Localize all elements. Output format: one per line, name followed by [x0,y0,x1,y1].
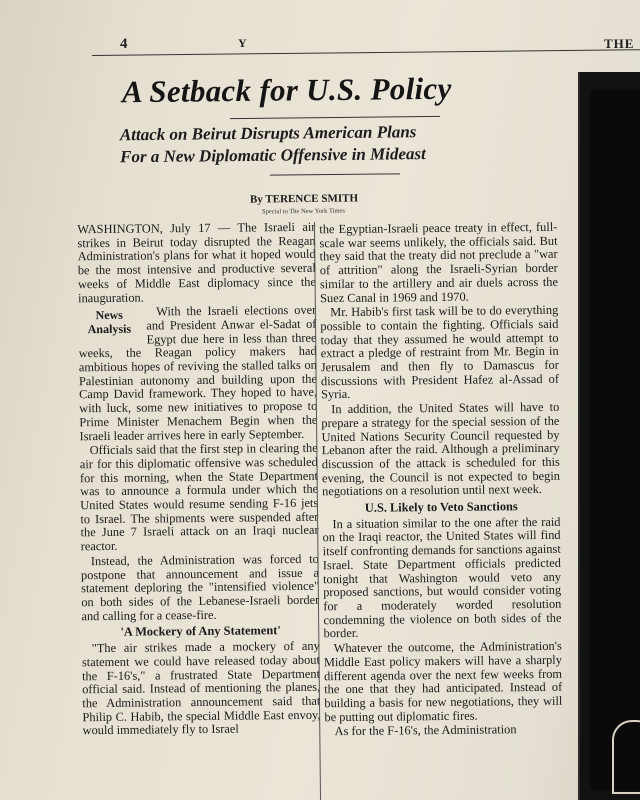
subhead: U.S. Likely to Veto Sanctions [364,499,518,515]
paragraph [78,304,317,444]
news-analysis-word: News [95,308,123,323]
deck-line: Attack on Beirut Disrupts American Plans [119,122,417,145]
headline-rule [230,116,440,119]
paragraph: Mr. Habib's first task will be to do everything possible to contain the fighting. Officials said today that they assumed he would attempt to extract a pledge of restraint from Mr. Begin in Jerusalem and then fly to Damascus for discussions with President Hafez al-Assad of Syria. [320,302,560,402]
edition-mark: Y [238,36,247,50]
byline: By TERENCE SMITH [249,192,359,206]
paragraph: Instead, the Administration was forced to postpone that announcement and issue a statement deploring the "intensified violence" on both sides of the Lebanese-Israeli border and calling for a cease-fire. [80,551,320,623]
credit-line: Special to The New York Times [261,207,345,216]
advertisement-inner [590,90,640,790]
paragraph: In a situation similar to the one after the raid on the Iraqi reactor, the United States will find itself confronting demands for sanctions against Israel. State Department officials predicted tonight that Washington would veto any proposed sanctions, but would consider voting for a moderately worded resolution condemning the violence on both sides of the border. [322,514,562,641]
advertisement-graphic [612,720,640,794]
subhead: 'A Mockery of Any Statement' [120,623,281,640]
paragraph: Whatever the outcome, the Administration's Middle East policy makers will have a sharply different agenda over the next few weeks from the one that they had anticipated. Instead of building a basis for new negotiations, they will be putting out diplomatic fires. [323,638,563,724]
deck-rule [270,173,400,175]
paragraph: "The air strikes made a mockery of any statement we could have released today about the F-16's," a frustrated State Department official said. Instead of mentioning the planes, the Administration announcement said that Philip C. Habib, the special Middle East envoy, would immediately fly to Israel [81,638,321,738]
paragraph: WASHINGTON, July 17 — The Israeli air strikes in Beirut today disrupted the Reagan Administration's plans for what it hoped would be the most intensive and productive several weeks of Middle East diplomacy since the inauguration. [77,219,317,305]
paragraph: Officials said that the first step in clearing the air for this diplomatic offensive was scheduled for this morning, when the State Department was to announce a formula under which the United States would resume sending F-16 jets to Israel. The shipments were suspended after the June 7 Israeli attack on an Iraqi nuclear reactor. [79,441,319,554]
deck-line: For a New Diplomatic Offensive in Mideast [120,144,426,167]
headline: A Setback for U.S. Policy [121,70,452,110]
paragraph: As for the F-16's, the Administration [334,722,517,739]
article-column-left [77,221,320,739]
top-rule [92,49,640,56]
news-analysis-word: Analysis [87,321,132,337]
paragraph: the Egyptian-Israeli peace treaty in effect, full-scale war seems unlikely, the officials said. But they said that the treaty did not preclude a "war of attrition" along the Israeli-Syrian border similar to the artillery and air duels across the Suez Canal in 1969 and 1970. [319,219,558,305]
paragraph-text: With the Israeli elections over and President Anwar el-Sadat of Egypt due here in less than three weeks, the Reagan policy makers had ambitious hopes of reviving the stalled talks on Palestinian autonomy and building upon the Camp David framework. They hoped to have, with luck, some new initiatives to propose to Prime Minister Menachem Begin when the Israeli leader arrives here in early September. [78,302,318,443]
page-number: 4 [120,36,128,52]
paragraph: In addition, the United States will have to prepare a strategy for the special session of the United Nations Security Council requested by Lebanon after the raid. Although a preliminary discussion of the attack is scheduled for this evening, the Council is not expected to begin negotiations on a resolution until next week. [321,399,561,499]
deck [120,120,560,169]
masthead-fragment: THE [604,36,635,51]
article-column-right [319,221,562,740]
news-analysis-label [78,308,140,337]
